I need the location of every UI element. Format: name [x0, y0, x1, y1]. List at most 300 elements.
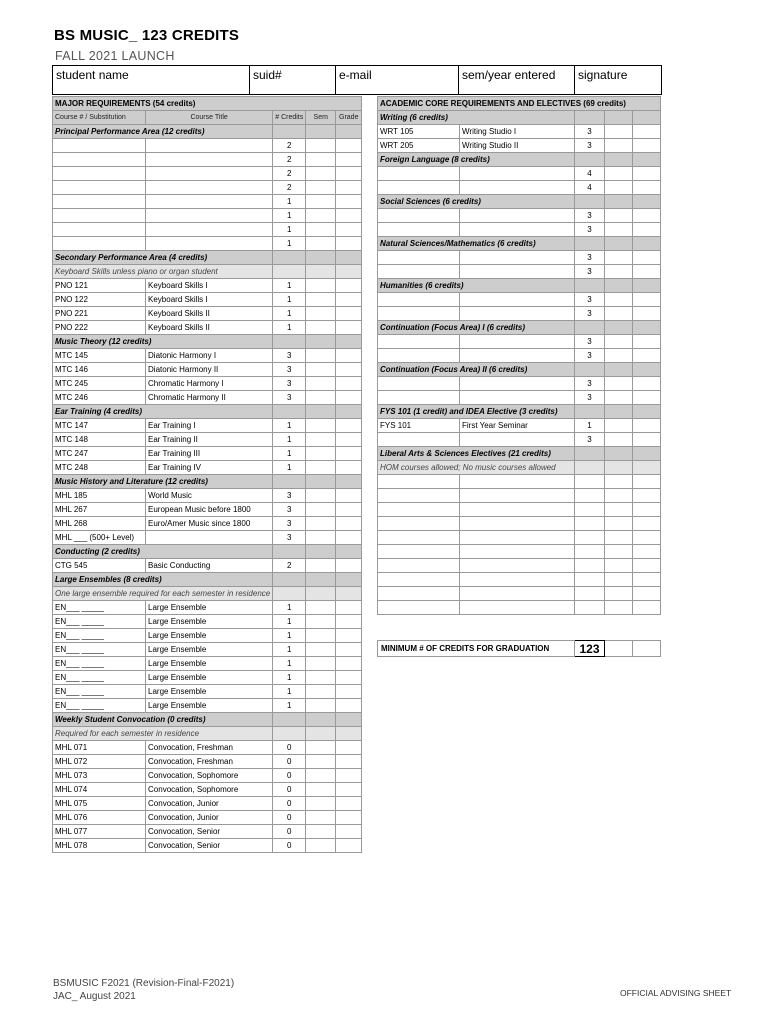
course-grade[interactable]: [336, 307, 362, 321]
course-title[interactable]: Ear Training I: [146, 419, 273, 433]
suid-field[interactable]: suid#: [250, 66, 336, 95]
course-sem[interactable]: [605, 307, 633, 321]
course-sem[interactable]: [605, 559, 633, 573]
course-code[interactable]: MHL 073: [53, 769, 146, 783]
course-credits: 0: [273, 769, 306, 783]
course-sem[interactable]: [306, 783, 336, 797]
course-code[interactable]: [378, 503, 460, 517]
course-title[interactable]: Large Ensemble: [146, 685, 273, 699]
course-code[interactable]: WRT 105: [378, 125, 460, 139]
course-code[interactable]: [378, 307, 460, 321]
course-grade[interactable]: [336, 755, 362, 769]
course-title[interactable]: Convocation, Senior: [146, 825, 273, 839]
course-grade[interactable]: [633, 251, 661, 265]
signature-field[interactable]: signature: [575, 66, 662, 95]
course-code[interactable]: [53, 167, 146, 181]
course-credits: [575, 587, 605, 601]
course-sem[interactable]: [306, 461, 336, 475]
course-code[interactable]: MTC 146: [53, 363, 146, 377]
course-code[interactable]: PNO 121: [53, 279, 146, 293]
course-grade[interactable]: [336, 811, 362, 825]
course-sem[interactable]: [605, 167, 633, 181]
course-title[interactable]: Keyboard Skills II: [146, 307, 273, 321]
course-title[interactable]: Chromatic Harmony II: [146, 391, 273, 405]
course-code[interactable]: [378, 601, 460, 615]
course-title[interactable]: European Music before 1800: [146, 503, 273, 517]
course-code[interactable]: [53, 209, 146, 223]
course-sem[interactable]: [306, 195, 336, 209]
course-code[interactable]: [378, 433, 460, 447]
course-sem[interactable]: [306, 321, 336, 335]
course-row: [378, 139, 661, 153]
course-credits: 4: [575, 167, 605, 181]
course-sem[interactable]: [605, 265, 633, 279]
section-header-row: [53, 573, 362, 587]
course-grade[interactable]: [336, 629, 362, 643]
course-title[interactable]: First Year Seminar: [460, 419, 575, 433]
course-grade[interactable]: [633, 433, 661, 447]
course-code[interactable]: [378, 265, 460, 279]
course-title[interactable]: [460, 293, 575, 307]
course-title[interactable]: [146, 181, 273, 195]
course-title[interactable]: [146, 223, 273, 237]
course-grade[interactable]: [633, 223, 661, 237]
course-grade[interactable]: [633, 349, 661, 363]
course-title[interactable]: Large Ensemble: [146, 601, 273, 615]
course-title[interactable]: Diatonic Harmony I: [146, 349, 273, 363]
course-sem[interactable]: [605, 349, 633, 363]
course-title[interactable]: [460, 349, 575, 363]
course-title[interactable]: [460, 559, 575, 573]
course-title[interactable]: [146, 139, 273, 153]
course-grade[interactable]: [336, 559, 362, 573]
course-code[interactable]: MHL 072: [53, 755, 146, 769]
course-row: [378, 573, 661, 587]
course-code[interactable]: [378, 209, 460, 223]
course-grade[interactable]: [633, 503, 661, 517]
course-grade[interactable]: [336, 657, 362, 671]
course-code[interactable]: [53, 139, 146, 153]
course-sem[interactable]: [605, 181, 633, 195]
course-title[interactable]: [460, 209, 575, 223]
course-code[interactable]: [378, 559, 460, 573]
course-grade[interactable]: [336, 237, 362, 251]
course-grade[interactable]: [633, 559, 661, 573]
course-title[interactable]: [146, 153, 273, 167]
course-code[interactable]: MHL 185: [53, 489, 146, 503]
course-code[interactable]: MHL 268: [53, 517, 146, 531]
course-code[interactable]: MHL 267: [53, 503, 146, 517]
email-field[interactable]: e-mail: [336, 66, 459, 95]
course-code[interactable]: EN___ _____: [53, 601, 146, 615]
course-sem[interactable]: [306, 517, 336, 531]
course-code[interactable]: MTC 145: [53, 349, 146, 363]
course-sem[interactable]: [306, 489, 336, 503]
course-grade[interactable]: [633, 125, 661, 139]
course-grade[interactable]: [633, 377, 661, 391]
course-grade[interactable]: [336, 363, 362, 377]
course-title[interactable]: Diatonic Harmony II: [146, 363, 273, 377]
course-code[interactable]: [378, 223, 460, 237]
course-code[interactable]: MHL 077: [53, 825, 146, 839]
section-grade-cell: [336, 335, 362, 349]
course-sem[interactable]: [306, 293, 336, 307]
course-grade[interactable]: [633, 391, 661, 405]
course-grade[interactable]: [336, 153, 362, 167]
course-sem[interactable]: [306, 601, 336, 615]
course-code[interactable]: MHL ___ (500+ Level): [53, 531, 146, 545]
section-sem-cell: [605, 279, 633, 293]
course-sem[interactable]: [605, 601, 633, 615]
course-code[interactable]: [53, 223, 146, 237]
course-code[interactable]: [378, 335, 460, 349]
course-grade[interactable]: [336, 181, 362, 195]
course-grade[interactable]: [336, 671, 362, 685]
course-code[interactable]: [378, 293, 460, 307]
course-title[interactable]: [460, 503, 575, 517]
section-title: Principal Performance Area (12 credits): [53, 125, 273, 139]
course-code[interactable]: [378, 517, 460, 531]
course-code[interactable]: EN___ _____: [53, 615, 146, 629]
course-sem[interactable]: [306, 755, 336, 769]
course-grade[interactable]: [336, 195, 362, 209]
course-title[interactable]: [146, 195, 273, 209]
course-code[interactable]: CTG 545: [53, 559, 146, 573]
course-credits: [575, 601, 605, 615]
course-grade[interactable]: [336, 419, 362, 433]
course-title[interactable]: [460, 475, 575, 489]
course-title[interactable]: [460, 531, 575, 545]
course-title[interactable]: Writing Studio II: [460, 139, 575, 153]
course-grade[interactable]: [633, 475, 661, 489]
course-title[interactable]: [460, 167, 575, 181]
course-sem[interactable]: [605, 531, 633, 545]
course-title[interactable]: [460, 489, 575, 503]
course-sem[interactable]: [306, 279, 336, 293]
course-grade[interactable]: [336, 769, 362, 783]
course-title[interactable]: Convocation, Sophomore: [146, 769, 273, 783]
course-sem[interactable]: [605, 209, 633, 223]
course-title[interactable]: [460, 545, 575, 559]
course-sem[interactable]: [306, 419, 336, 433]
course-title[interactable]: [146, 531, 273, 545]
course-title[interactable]: Large Ensemble: [146, 643, 273, 657]
student-name-field[interactable]: student name: [53, 66, 250, 95]
course-title[interactable]: [460, 265, 575, 279]
course-sem[interactable]: [605, 475, 633, 489]
course-sem[interactable]: [306, 503, 336, 517]
course-sem[interactable]: [306, 839, 336, 853]
course-sem[interactable]: [306, 741, 336, 755]
section-sem-cell: [605, 321, 633, 335]
course-title[interactable]: Convocation, Senior: [146, 839, 273, 853]
course-grade[interactable]: [633, 531, 661, 545]
course-title[interactable]: [460, 223, 575, 237]
course-code[interactable]: EN___ _____: [53, 629, 146, 643]
course-grade[interactable]: [633, 265, 661, 279]
course-row: [378, 475, 661, 489]
course-title[interactable]: Keyboard Skills I: [146, 293, 273, 307]
course-title[interactable]: [460, 601, 575, 615]
course-title[interactable]: [146, 209, 273, 223]
course-title[interactable]: Convocation, Junior: [146, 811, 273, 825]
course-title[interactable]: [146, 167, 273, 181]
course-title[interactable]: Convocation, Freshman: [146, 755, 273, 769]
course-sem[interactable]: [605, 251, 633, 265]
course-code[interactable]: [53, 195, 146, 209]
course-title[interactable]: [460, 433, 575, 447]
course-sem[interactable]: [306, 671, 336, 685]
course-code[interactable]: [378, 531, 460, 545]
course-code[interactable]: EN___ _____: [53, 643, 146, 657]
course-code[interactable]: MTC 147: [53, 419, 146, 433]
course-grade[interactable]: [336, 825, 362, 839]
course-grade[interactable]: [336, 391, 362, 405]
course-row: [378, 517, 661, 531]
course-credits: [575, 475, 605, 489]
course-sem[interactable]: [605, 293, 633, 307]
course-sem[interactable]: [605, 545, 633, 559]
course-grade[interactable]: [336, 489, 362, 503]
course-title[interactable]: Keyboard Skills I: [146, 279, 273, 293]
course-code[interactable]: MTC 248: [53, 461, 146, 475]
course-grade[interactable]: [336, 531, 362, 545]
course-title[interactable]: [146, 237, 273, 251]
course-sem[interactable]: [605, 139, 633, 153]
course-sem[interactable]: [605, 391, 633, 405]
course-sem[interactable]: [306, 811, 336, 825]
course-code[interactable]: EN___ _____: [53, 671, 146, 685]
course-title[interactable]: Convocation, Sophomore: [146, 783, 273, 797]
course-sem[interactable]: [306, 377, 336, 391]
course-sem[interactable]: [306, 391, 336, 405]
course-grade[interactable]: [336, 209, 362, 223]
course-sem[interactable]: [306, 209, 336, 223]
course-code[interactable]: WRT 205: [378, 139, 460, 153]
course-title[interactable]: [460, 335, 575, 349]
course-sem[interactable]: [605, 335, 633, 349]
course-code[interactable]: [378, 573, 460, 587]
course-sem[interactable]: [605, 433, 633, 447]
course-row: [53, 223, 362, 237]
course-grade[interactable]: [336, 839, 362, 853]
course-sem[interactable]: [306, 797, 336, 811]
course-grade[interactable]: [336, 643, 362, 657]
course-grade[interactable]: [336, 797, 362, 811]
course-title[interactable]: Ear Training II: [146, 433, 273, 447]
course-code[interactable]: [378, 489, 460, 503]
course-sem[interactable]: [306, 139, 336, 153]
course-code[interactable]: MTC 247: [53, 447, 146, 461]
course-code[interactable]: MHL 074: [53, 783, 146, 797]
course-sem[interactable]: [605, 377, 633, 391]
course-title[interactable]: Basic Conducting: [146, 559, 273, 573]
course-title[interactable]: Chromatic Harmony I: [146, 377, 273, 391]
course-code[interactable]: [378, 167, 460, 181]
course-code[interactable]: FYS 101: [378, 419, 460, 433]
course-sem[interactable]: [306, 349, 336, 363]
course-grade[interactable]: [336, 293, 362, 307]
course-sem[interactable]: [306, 447, 336, 461]
course-title[interactable]: [460, 251, 575, 265]
course-code[interactable]: MTC 148: [53, 433, 146, 447]
course-code[interactable]: MTC 246: [53, 391, 146, 405]
course-title[interactable]: Large Ensemble: [146, 629, 273, 643]
course-code[interactable]: PNO 222: [53, 321, 146, 335]
section-grade-cell: [633, 111, 661, 125]
course-grade[interactable]: [336, 503, 362, 517]
course-sem[interactable]: [306, 769, 336, 783]
course-code[interactable]: PNO 221: [53, 307, 146, 321]
course-title[interactable]: Keyboard Skills II: [146, 321, 273, 335]
course-grade[interactable]: [336, 601, 362, 615]
course-title[interactable]: [460, 391, 575, 405]
course-sem[interactable]: [605, 503, 633, 517]
course-grade[interactable]: [633, 181, 661, 195]
course-code[interactable]: [53, 153, 146, 167]
course-code[interactable]: PNO 122: [53, 293, 146, 307]
course-code[interactable]: MTC 245: [53, 377, 146, 391]
course-code[interactable]: EN___ _____: [53, 657, 146, 671]
course-title[interactable]: Ear Training IV: [146, 461, 273, 475]
section-title: Music History and Literature (12 credits): [53, 475, 273, 489]
course-grade[interactable]: [336, 223, 362, 237]
sem-year-entered-field[interactable]: sem/year entered: [459, 66, 575, 95]
course-code[interactable]: [378, 545, 460, 559]
course-sem[interactable]: [306, 615, 336, 629]
course-title[interactable]: [460, 377, 575, 391]
course-code[interactable]: [378, 251, 460, 265]
course-row: [53, 615, 362, 629]
course-grade[interactable]: [633, 167, 661, 181]
course-sem[interactable]: [306, 307, 336, 321]
course-title[interactable]: Large Ensemble: [146, 657, 273, 671]
course-sem[interactable]: [306, 559, 336, 573]
course-grade[interactable]: [336, 321, 362, 335]
course-grade[interactable]: [633, 545, 661, 559]
section-title: Large Ensembles (8 credits): [53, 573, 273, 587]
course-title[interactable]: Euro/Amer Music since 1800: [146, 517, 273, 531]
course-grade[interactable]: [633, 335, 661, 349]
course-grade[interactable]: [336, 377, 362, 391]
course-grade[interactable]: [336, 167, 362, 181]
section-sem-cell: [306, 475, 336, 489]
course-sem[interactable]: [306, 685, 336, 699]
course-grade[interactable]: [633, 307, 661, 321]
course-grade[interactable]: [633, 573, 661, 587]
course-grade[interactable]: [633, 587, 661, 601]
course-sem[interactable]: [306, 699, 336, 713]
course-title[interactable]: [460, 181, 575, 195]
course-code[interactable]: MHL 076: [53, 811, 146, 825]
course-code[interactable]: MHL 071: [53, 741, 146, 755]
course-code[interactable]: [378, 377, 460, 391]
course-grade[interactable]: [633, 209, 661, 223]
course-sem[interactable]: [306, 181, 336, 195]
course-sem[interactable]: [306, 363, 336, 377]
course-title[interactable]: Large Ensemble: [146, 671, 273, 685]
course-code[interactable]: [53, 181, 146, 195]
course-grade[interactable]: [633, 293, 661, 307]
course-sem[interactable]: [306, 531, 336, 545]
course-sem[interactable]: [306, 629, 336, 643]
course-grade[interactable]: [336, 139, 362, 153]
course-grade[interactable]: [633, 601, 661, 615]
course-code[interactable]: EN___ _____: [53, 685, 146, 699]
course-sem[interactable]: [306, 167, 336, 181]
course-grade[interactable]: [336, 615, 362, 629]
section-grade-cell: [633, 321, 661, 335]
course-title[interactable]: Large Ensemble: [146, 615, 273, 629]
course-sem[interactable]: [306, 825, 336, 839]
course-code[interactable]: [378, 587, 460, 601]
course-code[interactable]: [378, 391, 460, 405]
course-sem[interactable]: [605, 419, 633, 433]
course-credits: 1: [273, 223, 306, 237]
course-grade[interactable]: [336, 279, 362, 293]
course-code[interactable]: EN___ _____: [53, 699, 146, 713]
course-title[interactable]: [460, 573, 575, 587]
course-grade[interactable]: [336, 741, 362, 755]
course-grade[interactable]: [336, 447, 362, 461]
course-grade[interactable]: [336, 699, 362, 713]
section-grade-cell: [633, 461, 661, 475]
course-grade[interactable]: [336, 783, 362, 797]
course-title[interactable]: Convocation, Freshman: [146, 741, 273, 755]
course-sem[interactable]: [306, 657, 336, 671]
course-title[interactable]: Convocation, Junior: [146, 797, 273, 811]
course-grade[interactable]: [633, 517, 661, 531]
course-sem[interactable]: [306, 643, 336, 657]
course-grade[interactable]: [633, 419, 661, 433]
course-credits: 3: [273, 363, 306, 377]
course-title[interactable]: [460, 587, 575, 601]
course-sem[interactable]: [306, 433, 336, 447]
course-sem[interactable]: [605, 587, 633, 601]
course-title[interactable]: World Music: [146, 489, 273, 503]
course-grade[interactable]: [336, 433, 362, 447]
course-title[interactable]: Large Ensemble: [146, 699, 273, 713]
course-title[interactable]: [460, 517, 575, 531]
course-sem[interactable]: [306, 153, 336, 167]
course-code[interactable]: [53, 237, 146, 251]
course-code[interactable]: [378, 475, 460, 489]
course-grade[interactable]: [336, 517, 362, 531]
course-title[interactable]: Writing Studio I: [460, 125, 575, 139]
course-grade[interactable]: [336, 461, 362, 475]
course-code[interactable]: MHL 075: [53, 797, 146, 811]
course-code[interactable]: [378, 349, 460, 363]
course-sem[interactable]: [605, 573, 633, 587]
course-sem[interactable]: [605, 489, 633, 503]
course-sem[interactable]: [306, 237, 336, 251]
course-grade[interactable]: [633, 139, 661, 153]
section-title: Weekly Student Convocation (0 credits): [53, 713, 273, 727]
course-code[interactable]: MHL 078: [53, 839, 146, 853]
course-grade[interactable]: [633, 489, 661, 503]
course-grade[interactable]: [336, 349, 362, 363]
course-title[interactable]: [460, 307, 575, 321]
course-grade[interactable]: [336, 685, 362, 699]
course-sem[interactable]: [605, 125, 633, 139]
section-sem-cell: [306, 587, 336, 601]
course-title[interactable]: Ear Training III: [146, 447, 273, 461]
course-sem[interactable]: [306, 223, 336, 237]
course-sem[interactable]: [605, 223, 633, 237]
course-sem[interactable]: [605, 517, 633, 531]
section-title: Continuation (Focus Area) II (6 credits): [378, 363, 575, 377]
course-code[interactable]: [378, 181, 460, 195]
